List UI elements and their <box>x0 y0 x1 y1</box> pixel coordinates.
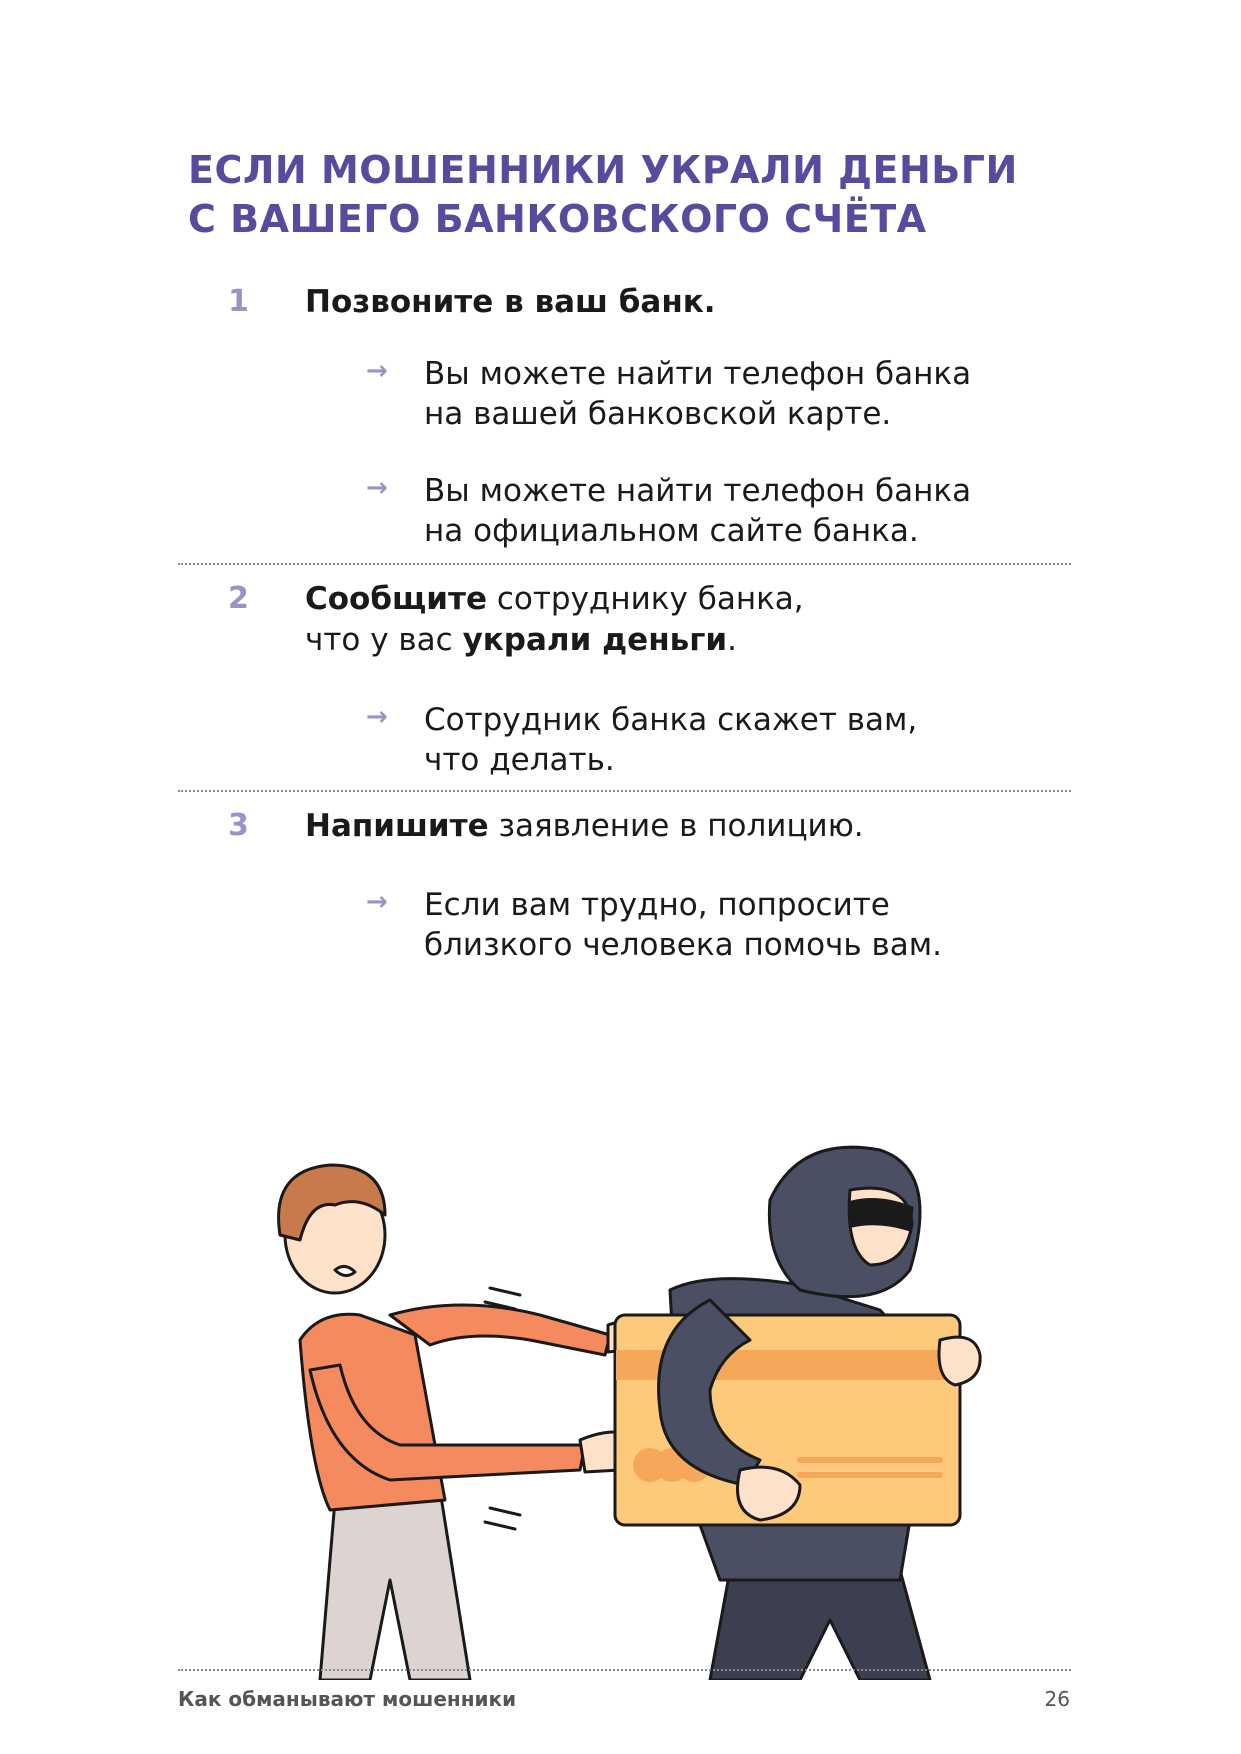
step-2-bold-2: украли деньги <box>462 622 728 658</box>
step-2-bullet-1: Сотрудник банка скажет вам, что делать. <box>424 702 918 778</box>
title-line-2: С ВАШЕГО БАНКОВСКОГО СЧЁТА <box>188 197 927 241</box>
thief-legs <box>710 1570 930 1680</box>
step-3-text: Напишите заявление в полицию. <box>305 808 864 844</box>
step-3-bullet-1: Если вам трудно, попросите близкого человека помочь вам. <box>424 887 942 963</box>
page-number: 26 <box>1044 1687 1070 1711</box>
divider <box>178 563 1071 565</box>
footer-divider <box>178 1669 1071 1671</box>
victim-legs <box>320 1490 470 1680</box>
step-2-line-1: Сообщите сотруднику банка, <box>305 581 804 617</box>
footer-title: Как обманывают мошенники <box>178 1687 517 1711</box>
step-number-3: 3 <box>228 808 249 843</box>
step-1-bullet-1: Вы можете найти телефон банка на вашей банковской карте. <box>424 356 972 432</box>
step-number-2: 2 <box>228 581 249 616</box>
title-line-1: ЕСЛИ МОШЕННИКИ УКРАЛИ ДЕНЬГИ <box>188 148 1018 192</box>
step-2-bold-1: Сообщите <box>305 581 487 617</box>
arrow-right-icon: → <box>366 887 388 917</box>
arrow-right-icon: → <box>366 473 388 503</box>
arrow-right-icon: → <box>366 702 388 732</box>
theft-illustration <box>240 1140 1060 1680</box>
step-number-1: 1 <box>228 284 249 319</box>
step-2-line-2: что у вас украли деньги. <box>305 622 737 658</box>
step-1-bullet-2: Вы можете найти телефон банка на официальном сайте банка. <box>424 473 972 549</box>
step-1-bold: Позвоните в ваш банк. <box>305 284 716 320</box>
motion-line <box>485 1522 515 1529</box>
victim-front-arm <box>390 1305 610 1355</box>
motion-line <box>490 1508 520 1515</box>
thief-hand-right <box>939 1337 980 1385</box>
motion-line <box>490 1288 520 1295</box>
arrow-right-icon: → <box>366 356 388 386</box>
thief-mask <box>852 1200 912 1230</box>
step-1-text <box>305 282 716 323</box>
victim-mouth <box>335 1266 355 1275</box>
page-title <box>188 146 1088 244</box>
divider <box>178 790 1071 792</box>
step-3-bold: Напишите <box>305 808 489 844</box>
